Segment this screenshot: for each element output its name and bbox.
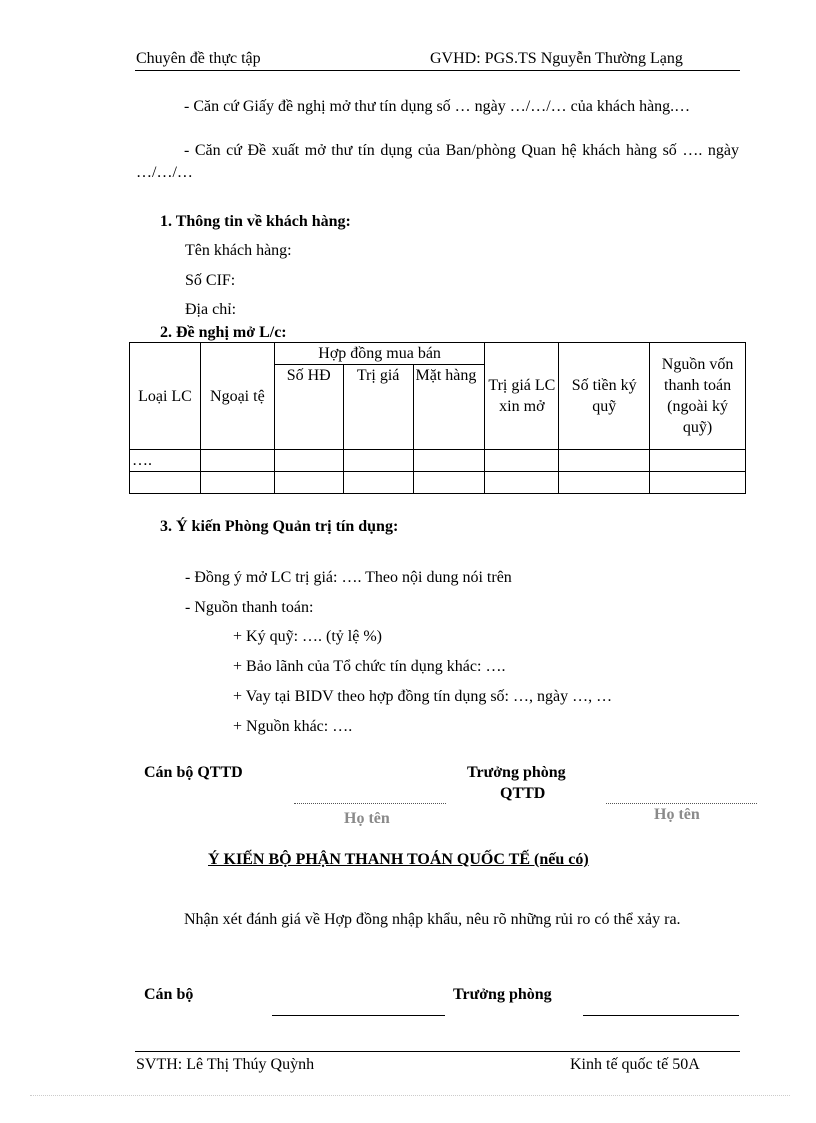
th-mat-hang: Mặt hàng (413, 365, 485, 450)
table-cell (343, 472, 413, 494)
section2-title: 2. Đề nghị mở L/c: (160, 324, 287, 341)
intl-payment-title: Ý KIẾN BỘ PHẬN THANH TOÁN QUỐC TẾ (nếu có) (208, 851, 589, 868)
header-left: Chuyên đề thực tập (136, 50, 261, 67)
footer-left: SVTH: Lê Thị Thúy Quỳnh (136, 1056, 315, 1073)
table-cell (343, 450, 413, 472)
name-placeholder-right: Họ tên (654, 806, 700, 823)
table-cell (274, 450, 343, 472)
payment-source-title: - Nguồn thanh toán: (185, 599, 314, 616)
field-cif: Số CIF: (185, 272, 236, 289)
table-cell (650, 472, 746, 494)
table-cell (485, 450, 559, 472)
table-row (130, 472, 746, 494)
section1-title: 1. Thông tin về khách hàng: (160, 213, 351, 230)
table-cell (130, 472, 201, 494)
table-cell (485, 472, 559, 494)
table-cell (559, 450, 650, 472)
payment-item-loan: + Vay tại BIDV theo hợp đồng tín dụng số: …, ngày …, … (233, 688, 613, 705)
table-cell (200, 472, 274, 494)
th-tri-gia: Trị giá (343, 365, 413, 450)
th-ngoai-te: Ngoại tệ (200, 343, 274, 450)
table-cell (559, 472, 650, 494)
signature-line-left (294, 803, 446, 804)
intl-payment-text: Nhận xét đánh giá về Hợp đồng nhập khẩu, nêu rõ những rủi ro có thể xảy ra. (184, 911, 681, 928)
sign-qttd-officer-label: Cán bộ QTTD (144, 764, 243, 781)
sign-qttd-head-label-2: QTTD (500, 785, 546, 802)
table-row (130, 450, 746, 472)
th-nguon-von: Nguồn vốn thanh toán (ngoài ký quỹ) (650, 343, 746, 450)
sign-qttd-head-label-1: Trưởng phòng (467, 764, 566, 781)
header-right: GVHD: PGS.TS Nguyễn Thường Lạng (430, 50, 683, 67)
payment-item-deposit: + Ký quỹ: …. (tỷ lệ %) (233, 628, 382, 645)
sign-head-label: Trưởng phòng (453, 986, 552, 1003)
th-so-hd: Số HĐ (274, 365, 343, 450)
table-cell (200, 450, 274, 472)
signature-line-right (606, 803, 757, 804)
table-cell (413, 472, 485, 494)
intro-line-1: - Căn cứ Giấy đề nghị mở thư tín dụng số … ngày …/…/… của khách hàng.… (184, 98, 691, 115)
agree-text: - Đồng ý mở LC trị giá: …. Theo nội dung nói trên (185, 569, 512, 586)
table-cell: …. (130, 450, 201, 472)
footer-right: Kinh tế quốc tế 50A (570, 1056, 700, 1073)
field-address: Địa chỉ: (185, 301, 237, 318)
footer-divider (135, 1051, 740, 1052)
header-divider (135, 70, 740, 71)
payment-item-guarantee: + Bảo lãnh của Tổ chức tín dụng khác: …. (233, 658, 506, 675)
page-bottom-edge (30, 1095, 790, 1096)
table-cell (413, 450, 485, 472)
th-hop-dong-group: Hợp đồng mua bán (274, 343, 485, 365)
table-cell (274, 472, 343, 494)
signature-line-head (583, 1015, 739, 1016)
signature-line-officer (272, 1015, 445, 1016)
th-so-tien-ky-quy: Số tiền ký quỹ (559, 343, 650, 450)
th-tri-gia-lc: Trị giá LC xin mở (485, 343, 559, 450)
table-cell (650, 450, 746, 472)
sign-officer-label: Cán bộ (144, 986, 194, 1003)
intro-line-2: - Căn cứ Đề xuất mở thư tín dụng của Ban/phòng Quan hệ khách hàng số …. ngày …/…/… (136, 142, 739, 181)
th-loai-lc: Loại LC (130, 343, 201, 450)
field-customer-name: Tên khách hàng: (185, 242, 292, 259)
section3-title: 3. Ý kiến Phòng Quản trị tín dụng: (160, 518, 399, 535)
lc-request-table (129, 342, 746, 494)
name-placeholder-left: Họ tên (344, 810, 390, 827)
payment-item-other: + Nguồn khác: …. (233, 718, 353, 735)
